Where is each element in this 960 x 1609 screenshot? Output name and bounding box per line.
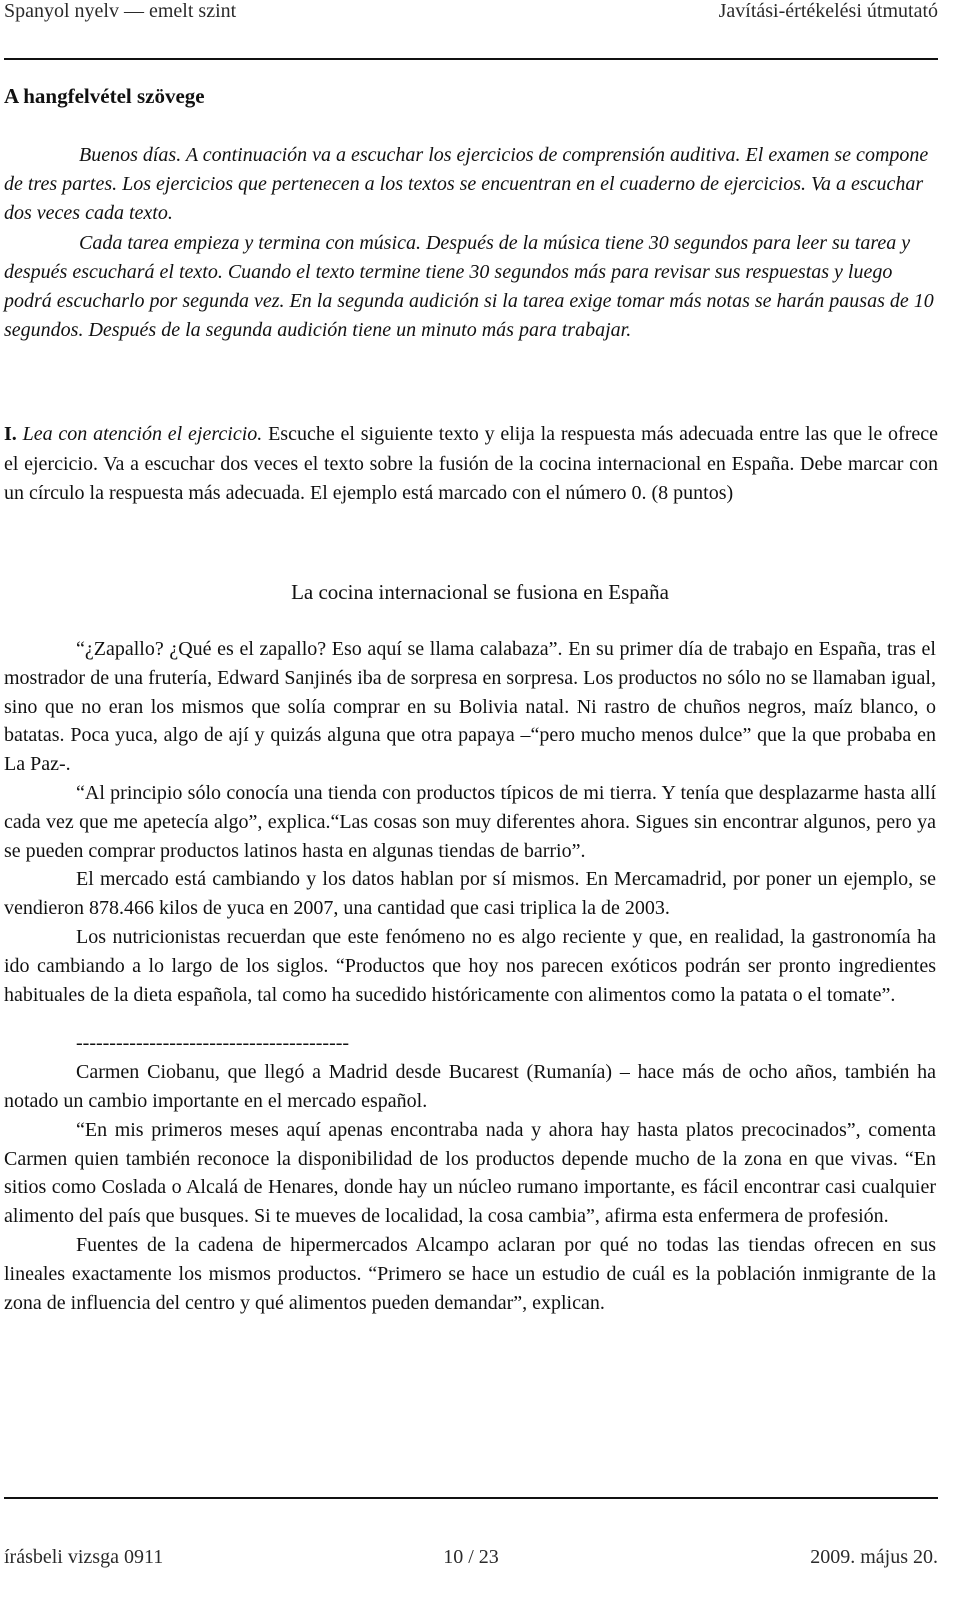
header-rule xyxy=(4,58,938,60)
intro-text xyxy=(4,141,936,345)
footer-rule xyxy=(4,1497,938,1499)
task-instruction-italic: Lea con atención el ejercicio. xyxy=(22,423,263,445)
task-instruction-text: Escuche el siguiente texto y elija la respuesta más adecuada entre las que le ofrece el ejercicio. Va a escuchar dos veces el texto sobre la fusión de la cocina internacional en España. Debe marcar con un círculo la respuesta más adecuada. El ejemplo está marcado con el número 0. (8 puntos) xyxy=(4,423,938,504)
article-body xyxy=(4,635,936,1317)
article-paragraph: Los nutricionistas recuerdan que este fenómeno no es algo reciente y que, en realidad, la gastronomía ha ido cambiando a lo largo de los siglos. “Productos que hoy nos parecen exóticos podrán ser pronto ingredientes habituales de la dieta española, tal como ha sucedido históricamente con alimentos como la patata o el tomate”. xyxy=(4,925,936,1006)
article-paragraph: Fuentes de la cadena de hipermercados Alcampo aclaran por qué no todas las tiendas ofrecen en sus lineales exactamente los mismos productos. “Primero se hace un estudio de cuál es la población inmigrante de la zona de influencia del centro y qué alimentos pueden demandar”, explican. xyxy=(4,1233,936,1314)
article-paragraph: El mercado está cambiando y los datos hablan por sí mismos. En Mercamadrid, por poner un ejemplo, se vendieron 878.466 kilos de yuca en 2007, una cantidad que casi triplica la de 2003. xyxy=(4,868,936,920)
task-instructions xyxy=(4,420,938,509)
article-paragraph: “¿Zapallo? ¿Qué es el zapallo? Eso aquí se llama calabaza”. En su primer día de trabajo en España, tras el mostrador de una frutería, Edward Sanjinés iba de sorpresa en sorpresa. Los productos no sólo no se llamaban igual, sino que no eran los mismos que solía comprar en su Bolivia natal. Ni rastro de chuños negros, maíz blanco, o batatas. Poca yuca, algo de ají y quizás alguna que otra papaya –“pero mucho menos dulce” que la que probaba en La Paz-. xyxy=(4,638,936,776)
article-separator: ----------------------------------------- xyxy=(76,1032,350,1055)
header-guide-title: Javítási-értékelési útmutató xyxy=(718,0,938,22)
article-title: La cocina internacional se fusiona en España xyxy=(291,580,669,604)
header-subject: Spanyol nyelv — emelt szint xyxy=(4,0,237,22)
page-footer xyxy=(4,1546,938,1574)
page-header xyxy=(4,0,938,28)
article-paragraph: Carmen Ciobanu, que llegó a Madrid desde Bucarest (Rumanía) – hace más de ocho años, también ha notado un cambio importante en el mercado español. xyxy=(4,1061,936,1112)
article-paragraph: “Al principio sólo conocía una tienda con productos típicos de mi tierra. Y tenía que desplazarme hasta allí cada vez que me apetecía algo”, explica.“Las cosas son muy diferentes ahora. Sigues sin encontrar algunos, pero ya se pueden comprar productos latinos hasta en algunas tiendas de barrio”. xyxy=(4,781,936,862)
footer-exam-code: írásbeli vizsga 0911 xyxy=(4,1546,164,1568)
intro-paragraph-2: Cada tarea empieza y termina con música. Después de la música tiene 30 segundos para leer su tarea y después escuchará el texto. Cuando el texto termine tiene 30 segundos más para revisar sus respuestas y luego podrá escucharlo por segunda vez. En la segunda audición si la tarea exige tomar más notas se harán pausas de 10 segundos. Después de la segunda audición tiene un minuto más para trabajar. xyxy=(4,231,934,342)
section-title: A hangfelvétel szövege xyxy=(4,84,205,108)
footer-page-number: 10 / 23 xyxy=(443,1546,499,1568)
task-paragraph xyxy=(4,420,938,509)
footer-date: 2009. május 20. xyxy=(810,1546,938,1568)
article-paragraph: “En mis primeros meses aquí apenas encontraba nada y ahora hay hasta platos precocinados”, comenta Carmen quien también reconoce la disponibilidad de los productos depende mucho de la zona en que vivas. “En sitios como Coslada o Alcalá de Henares, donde hay un núcleo rumano importante, es fácil encontrar casi cualquier alimento del país que busques. Si te mueves de localidad, la cosa cambia”, afirma esta enfermera de profesión. xyxy=(4,1118,936,1228)
intro-paragraph-1: Buenos días. A continuación va a escuchar los ejercicios de comprensión auditiva. El examen se compone de tres partes. Los ejercicios que pertenecen a los textos se encuentran en el cuaderno de ejercicios. Va a escuchar dos veces cada texto. xyxy=(4,144,929,225)
task-label: I. xyxy=(4,423,17,445)
